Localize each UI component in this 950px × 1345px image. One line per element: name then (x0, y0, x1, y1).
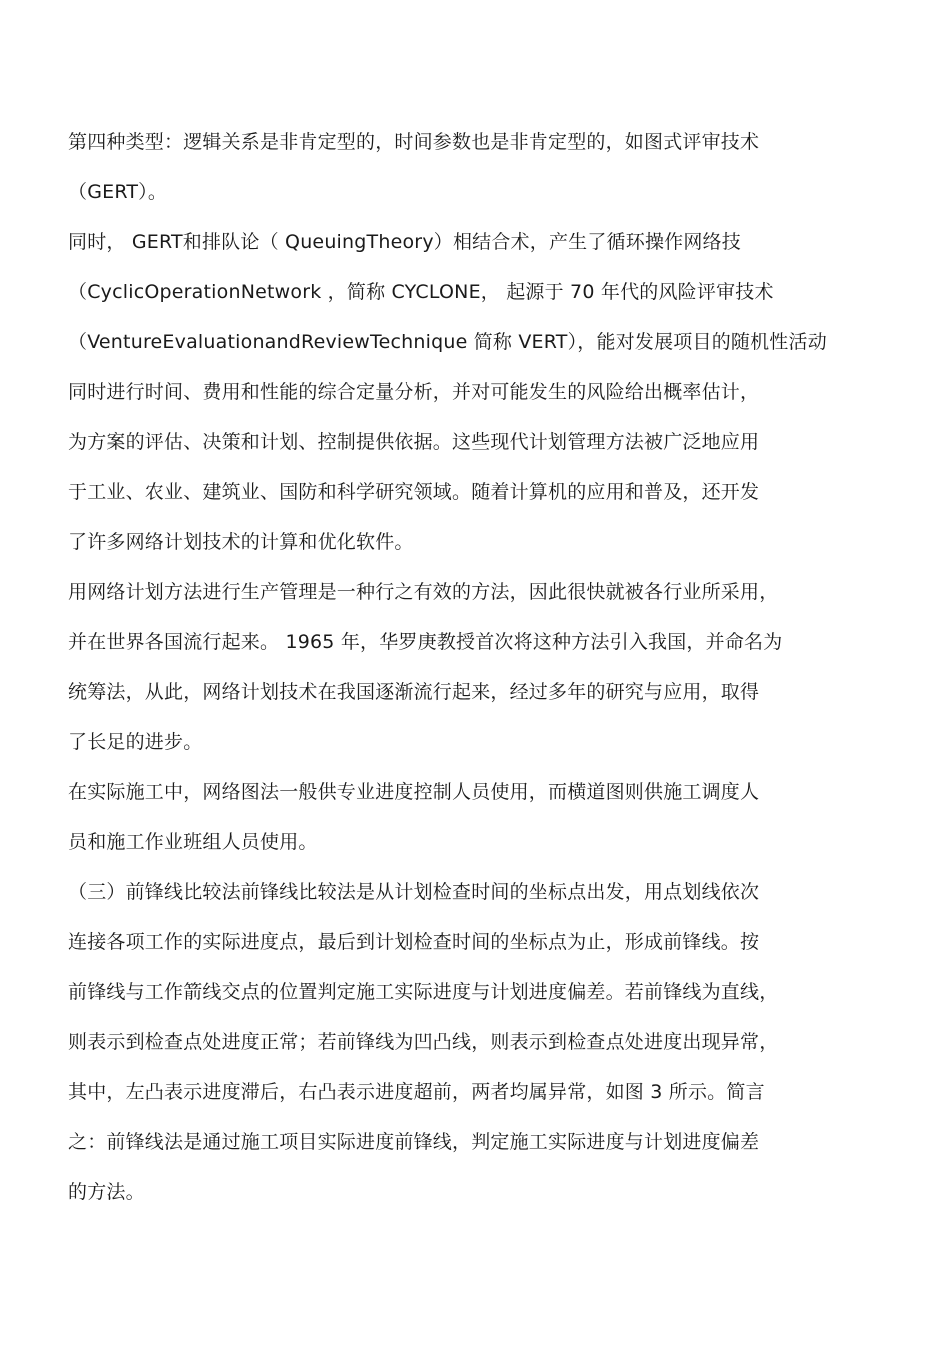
text-line: 并在世界各国流行起来。 1965 年，华罗庚教授首次将这种方法引入我国，并命名为 (68, 631, 783, 653)
text-line: 用网络计划方法进行生产管理是一种行之有效的方法，因此很快就被各行业所采用， (68, 581, 779, 603)
text-line: 之：前锋线法是通过施工项目实际进度前锋线，判定施工实际进度与计划进度偏差 (68, 1131, 760, 1153)
text-line: 同时进行时间、费用和性能的综合定量分析，并对可能发生的风险给出概率估计， (68, 381, 760, 403)
text-line: 连接各项工作的实际进度点，最后到计划检查时间的坐标点为止，形成前锋线。按 (68, 931, 760, 953)
text-line: （VentureEvaluationandReviewTechnique 简称 VERT），能对发展项目的随机性活动 (68, 331, 827, 353)
text-line: 了长足的进步。 (68, 731, 203, 753)
text-line: 员和施工作业班组人员使用。 (68, 831, 318, 853)
text-line: 第四种类型：逻辑关系是非肯定型的，时间参数也是非肯定型的，如图式评审技术 (68, 131, 760, 153)
text-line: 于工业、农业、建筑业、国防和科学研究领域。随着计算机的应用和普及，还开发 (68, 481, 760, 503)
text-line: 了许多网络计划技术的计算和优化软件。 (68, 531, 414, 553)
text-line: 则表示到检查点处进度正常；若前锋线为凹凸线，则表示到检查点处进度出现异常， (68, 1031, 779, 1053)
text-line: 同时， GERT和排队论（ QueuingTheory）相结合术，产生了循环操作网络技 (68, 231, 741, 253)
text-line: 在实际施工中，网络图法一般供专业进度控制人员使用，而横道图则供施工调度人 (68, 781, 760, 803)
text-line: （GERT）。 (68, 181, 168, 203)
text-line: 统筹法，从此，网络计划技术在我国逐渐流行起来，经过多年的研究与应用，取得 (68, 681, 760, 703)
text-line: （三）前锋线比较法前锋线比较法是从计划检查时间的坐标点出发，用点划线依次 (68, 881, 760, 903)
text-line: 的方法。 (68, 1181, 145, 1203)
text-line: 其中，左凸表示进度滞后，右凸表示进度超前，两者均属异常，如图 3 所示。简言 (68, 1081, 765, 1103)
text-line: 前锋线与工作箭线交点的位置判定施工实际进度与计划进度偏差。若前锋线为直线， (68, 981, 779, 1003)
text-line: 为方案的评估、决策和计划、控制提供依据。这些现代计划管理方法被广泛地应用 (68, 431, 760, 453)
text-line: （CyclicOperationNetwork ，简称 CYCLONE， 起源于 70 年代的风险评审技术 (68, 281, 774, 303)
